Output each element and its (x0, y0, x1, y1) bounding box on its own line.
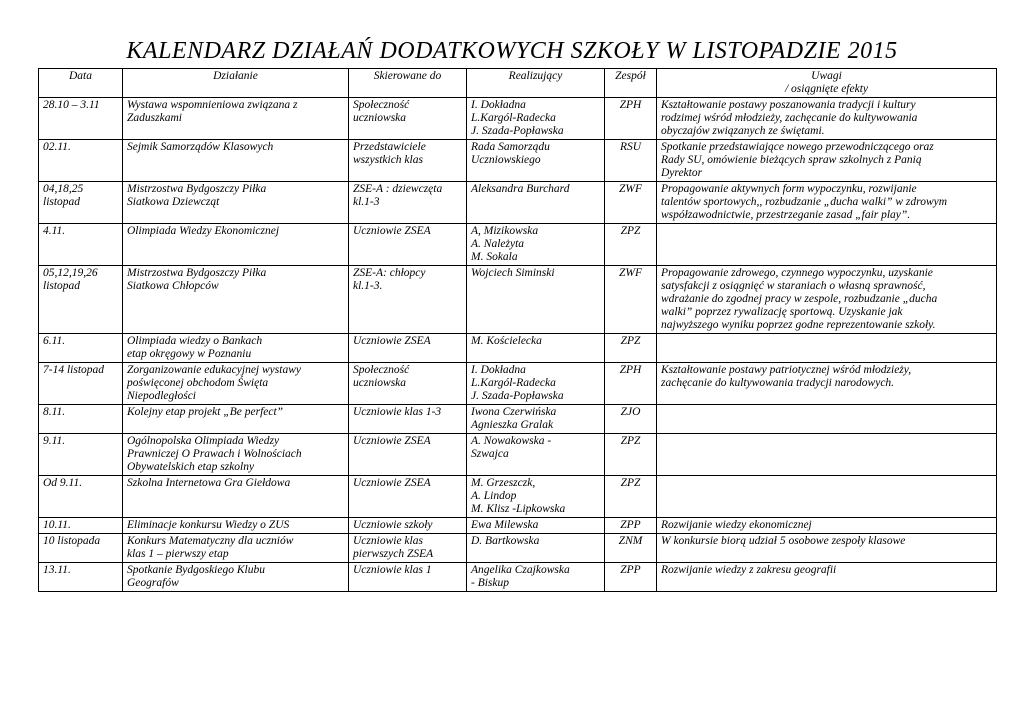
cell-realizer-line: M. Sokala (471, 251, 518, 263)
cell-notes-line: Rady SU, omówienie bieżących spraw szkolnych z Panią (661, 154, 922, 166)
header-action: Działanie (123, 69, 349, 98)
cell-action (123, 476, 349, 518)
cell-date (39, 518, 123, 534)
cell-realizer-line: Rada Samorządu (471, 141, 550, 153)
cell-date-line: 8.11. (43, 406, 66, 418)
cell-notes (657, 334, 997, 363)
cell-realizer (467, 518, 605, 534)
cell-target (349, 434, 467, 476)
header-team: Zespół (605, 69, 657, 98)
cell-action-line: klas 1 – pierwszy etap (127, 548, 229, 560)
cell-realizer-line: Agnieszka Gralak (471, 419, 554, 431)
cell-date-line: 13.11. (43, 564, 71, 576)
cell-action (123, 266, 349, 334)
cell-realizer (467, 363, 605, 405)
header-target: Skierowane do (349, 69, 467, 98)
cell-date-line: listopad (43, 196, 81, 208)
header-realizer: Realizujący (467, 69, 605, 98)
cell-realizer-line: Ewa Milewska (471, 519, 539, 531)
cell-date-line: 05,12,19,26 (43, 267, 98, 279)
cell-action-line: Konkurs Matematyczny dla uczniów (127, 535, 294, 547)
table-row (39, 98, 997, 140)
cell-realizer-line: M. Grzeszczk, (471, 477, 536, 489)
activities-table (38, 68, 997, 592)
cell-target-line: uczniowska (353, 377, 407, 389)
table-row (39, 182, 997, 224)
cell-notes (657, 224, 997, 266)
cell-target-line: Uczniowie ZSEA (353, 225, 431, 237)
cell-notes (657, 98, 997, 140)
cell-action-line: Prawniczej O Prawach i Wolnościach (127, 448, 302, 460)
cell-team: ZPZ (605, 476, 657, 518)
cell-target (349, 363, 467, 405)
cell-target (349, 476, 467, 518)
cell-realizer-line: M. Kościelecka (471, 335, 542, 347)
cell-realizer-line: A. Nowakowska - (471, 435, 552, 447)
cell-action-line: Zaduszkami (127, 112, 182, 124)
cell-action-line: Eliminacje konkursu Wiedzy o ZUS (127, 519, 290, 531)
cell-target-line: Uczniowie ZSEA (353, 435, 431, 447)
cell-notes-line: satysfakcji z osiągnięć w staraniach o własną sprawność, (661, 280, 926, 292)
table-row (39, 334, 997, 363)
cell-team: ZWF (605, 182, 657, 224)
cell-action-line: Siatkowa Chłopców (127, 280, 219, 292)
cell-action-line: Olimpiada Wiedzy Ekonomicznej (127, 225, 280, 237)
cell-target (349, 534, 467, 563)
cell-target-line: Przedstawiciele (353, 141, 426, 153)
cell-date (39, 98, 123, 140)
cell-realizer-line: A. Lindop (471, 490, 517, 502)
cell-target-line: Uczniowie klas 1-3 (353, 406, 442, 418)
cell-target (349, 182, 467, 224)
cell-realizer-line: - Biskup (471, 577, 510, 589)
cell-notes (657, 405, 997, 434)
cell-action-line: Obywatelskich etap szkolny (127, 461, 255, 473)
cell-realizer-line: L.Kargól-Radecka (471, 112, 556, 124)
cell-action (123, 334, 349, 363)
cell-team: ZWF (605, 266, 657, 334)
cell-action-line: Olimpiada wiedzy o Bankach (127, 335, 263, 347)
table-row (39, 563, 997, 592)
cell-date-line: Od 9.11. (43, 477, 83, 489)
header-notes-line-1: Uwagi (811, 70, 842, 82)
cell-realizer-line: Wojciech Siminski (471, 267, 555, 279)
cell-notes-line: walki” poprzez rywalizację sportową. Uzyskanie jak (661, 306, 903, 318)
cell-target-line: kl.1-3 (353, 196, 380, 208)
cell-action-line: Sejmik Samorządów Klasowych (127, 141, 274, 153)
cell-target (349, 563, 467, 592)
cell-target-line: Społeczność (353, 99, 410, 111)
cell-action (123, 98, 349, 140)
cell-notes (657, 266, 997, 334)
cell-team: ZPH (605, 363, 657, 405)
cell-notes-line: Dyrektor (661, 167, 703, 179)
cell-date-line: listopad (43, 280, 81, 292)
cell-target-line: Uczniowie klas (353, 535, 423, 547)
cell-notes-line: najwyższego wyniku poprzez godne reprezentowanie szkoły. (661, 319, 936, 331)
cell-realizer-line: M. Klisz -Lipkowska (471, 503, 566, 515)
cell-target-line: kl.1-3. (353, 280, 383, 292)
cell-team: ZPZ (605, 224, 657, 266)
cell-realizer-line: L.Kargól-Radecka (471, 377, 556, 389)
cell-team: ZPH (605, 98, 657, 140)
cell-target-line: Uczniowie szkoły (353, 519, 433, 531)
cell-realizer-line: J. Szada-Popławska (471, 390, 564, 402)
cell-target (349, 98, 467, 140)
cell-notes (657, 363, 997, 405)
cell-action (123, 434, 349, 476)
cell-date (39, 363, 123, 405)
cell-realizer (467, 140, 605, 182)
cell-notes-line: Propagowanie aktywnych form wypoczynku, rozwijanie (661, 183, 917, 195)
cell-realizer (467, 224, 605, 266)
cell-date-line: 28.10 – 3.11 (43, 99, 100, 111)
cell-action-line: Mistrzostwa Bydgoszczy Piłka (127, 267, 267, 279)
cell-target-line: Uczniowie ZSEA (353, 477, 431, 489)
table-header-row (39, 69, 997, 98)
cell-realizer-line: I. Dokładna (471, 99, 526, 111)
table-row (39, 266, 997, 334)
cell-target (349, 224, 467, 266)
cell-target (349, 266, 467, 334)
cell-action-line: Wystawa wspomnieniowa związana z (127, 99, 298, 111)
cell-notes-line: Kształtowanie postawy poszanowania tradycji i kultury (661, 99, 916, 111)
cell-target (349, 140, 467, 182)
cell-target-line: uczniowska (353, 112, 407, 124)
cell-team: ZPZ (605, 434, 657, 476)
cell-action-line: etap okręgowy w Poznaniu (127, 348, 252, 360)
cell-team: ZPZ (605, 334, 657, 363)
cell-team: ZNM (605, 534, 657, 563)
cell-action-line: Kolejny etap projekt „Be perfect” (127, 406, 284, 418)
cell-realizer (467, 182, 605, 224)
cell-date (39, 534, 123, 563)
cell-target-line: wszystkich klas (353, 154, 423, 166)
cell-realizer (467, 266, 605, 334)
cell-notes (657, 518, 997, 534)
cell-notes (657, 182, 997, 224)
cell-action-line: Mistrzostwa Bydgoszczy Piłka (127, 183, 267, 195)
cell-target-line: pierwszych ZSEA (353, 548, 434, 560)
cell-notes-line: talentów sportowych,, rozbudzanie „ducha walki” w zdrowym (661, 196, 948, 208)
cell-realizer-line: I. Dokładna (471, 364, 526, 376)
cell-target-line: Społeczność (353, 364, 410, 376)
table-body (39, 98, 997, 592)
cell-action-line: Szkolna Internetowa Gra Giełdowa (127, 477, 291, 489)
cell-notes-line: Propagowanie zdrowego, czynnego wypoczynku, uzyskanie (661, 267, 933, 279)
cell-realizer-line: Szwajca (471, 448, 509, 460)
cell-notes-line: wdrażanie do zgodnej pracy w zespole, rozbudzanie „ducha (661, 293, 938, 305)
cell-notes-line: rodzimej wśród młodzieży, zachęcanie do kultywowania (661, 112, 918, 124)
cell-action-line: Spotkanie Bydgoskiego Klubu (127, 564, 265, 576)
cell-target-line: Uczniowie klas 1 (353, 564, 432, 576)
cell-date (39, 266, 123, 334)
cell-realizer (467, 98, 605, 140)
cell-action (123, 534, 349, 563)
cell-date (39, 224, 123, 266)
cell-notes (657, 434, 997, 476)
cell-target (349, 405, 467, 434)
cell-realizer-line: Iwona Czerwińska (471, 406, 557, 418)
table-row (39, 140, 997, 182)
cell-date (39, 405, 123, 434)
cell-notes-line: współzawodnictwie, przestrzeganie zasad „fair play”. (661, 209, 911, 221)
cell-realizer (467, 334, 605, 363)
table-row (39, 534, 997, 563)
cell-target-line: ZSE-A : dziewczęta (353, 183, 443, 195)
cell-action-line: Geografów (127, 577, 179, 589)
cell-date (39, 434, 123, 476)
cell-notes-line: zachęcanie do kultywowania tradycji narodowych. (661, 377, 895, 389)
cell-action-line: Siatkowa Dziewcząt (127, 196, 220, 208)
cell-team: ZJO (605, 405, 657, 434)
cell-action (123, 224, 349, 266)
cell-notes-line: obyczajów związanych ze świętami. (661, 125, 825, 137)
header-notes (657, 69, 997, 98)
cell-date-line: 04,18,25 (43, 183, 84, 195)
header-notes-line-2: / osiągnięte efekty (784, 83, 869, 95)
cell-notes-line: Spotkanie przedstawiające nowego przewodniczącego oraz (661, 141, 934, 153)
cell-date-line: 4.11. (43, 225, 66, 237)
cell-action (123, 563, 349, 592)
table-row (39, 476, 997, 518)
cell-realizer-line: A. Należyta (471, 238, 525, 250)
cell-action-line: Ogólnopolska Olimpiada Wiedzy (127, 435, 280, 447)
cell-team: ZPP (605, 563, 657, 592)
cell-realizer-line: J. Szada-Popławska (471, 125, 564, 137)
cell-realizer (467, 405, 605, 434)
cell-realizer (467, 434, 605, 476)
cell-action-line: Niepodległości (127, 390, 196, 402)
cell-action (123, 182, 349, 224)
cell-date (39, 334, 123, 363)
cell-date-line: 9.11. (43, 435, 66, 447)
cell-date-line: 10 listopada (43, 535, 101, 547)
cell-target-line: Uczniowie ZSEA (353, 335, 431, 347)
cell-date-line: 7-14 listopad (43, 364, 105, 376)
cell-notes (657, 534, 997, 563)
header-date: Data (39, 69, 123, 98)
cell-date-line: 02.11. (43, 141, 71, 153)
cell-notes-line: W konkursie biorą udział 5 osobowe zespoły klasowe (661, 535, 906, 547)
cell-action (123, 363, 349, 405)
cell-action-line: Zorganizowanie edukacyjnej wystawy (127, 364, 301, 376)
cell-date-line: 10.11. (43, 519, 71, 531)
cell-notes-line: Rozwijanie wiedzy ekonomicznej (661, 519, 812, 531)
cell-notes-line: Kształtowanie postawy patriotycznej wśród młodzieży, (661, 364, 912, 376)
cell-realizer-line: Aleksandra Burchard (471, 183, 570, 195)
cell-target (349, 518, 467, 534)
cell-team: RSU (605, 140, 657, 182)
cell-realizer (467, 534, 605, 563)
cell-date (39, 476, 123, 518)
cell-notes-line: Rozwijanie wiedzy z zakresu geografii (661, 564, 837, 576)
cell-action (123, 405, 349, 434)
cell-notes (657, 563, 997, 592)
page-title: KALENDARZ DZIAŁAŃ DODATKOWYCH SZKOŁY W LISTOPADZIE 2015 (126, 38, 898, 64)
cell-action (123, 140, 349, 182)
cell-date-line: 6.11. (43, 335, 66, 347)
cell-action-line: poświęconej obchodom Święta (127, 377, 269, 389)
cell-notes (657, 476, 997, 518)
cell-realizer-line: Angelika Czajkowska (471, 564, 570, 576)
cell-notes (657, 140, 997, 182)
table-row (39, 405, 997, 434)
cell-action (123, 518, 349, 534)
cell-target-line: ZSE-A: chłopcy (353, 267, 426, 279)
cell-target (349, 334, 467, 363)
cell-realizer-line: Uczniowskiego (471, 154, 541, 166)
table-row (39, 518, 997, 534)
table-row (39, 434, 997, 476)
cell-realizer (467, 476, 605, 518)
table-row (39, 363, 997, 405)
cell-team: ZPP (605, 518, 657, 534)
cell-date (39, 182, 123, 224)
cell-date (39, 140, 123, 182)
cell-date (39, 563, 123, 592)
cell-realizer (467, 563, 605, 592)
table-row (39, 224, 997, 266)
cell-realizer-line: D. Bartkowska (471, 535, 540, 547)
cell-realizer-line: A, Mizikowska (471, 225, 539, 237)
